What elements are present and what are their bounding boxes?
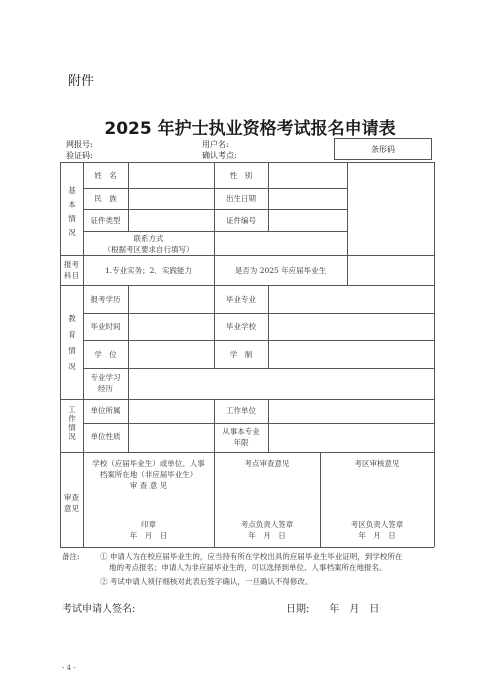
attachment-label: 附件 — [68, 74, 95, 89]
work-years-label: 从事本专业 年限 — [222, 427, 260, 447]
unit-affiliation-label: 单位所属 — [90, 406, 121, 415]
reg-no-label: 网报号: — [66, 140, 93, 149]
review-section-label: 审查 意见 — [64, 493, 79, 513]
district-review-title: 考区审核意见 — [354, 459, 400, 468]
form-title: 2025 年护士执业资格考试报名申请表 — [104, 119, 396, 139]
signature-date-label: 日期: 年 月 日 — [286, 604, 380, 615]
subject-value: 1.专业实务；2．实践能力 — [105, 266, 192, 275]
graduation-time-label: 毕业时间 — [90, 322, 121, 331]
applicant-signature-label: 考试申请人签名: — [62, 604, 136, 615]
birthdate-label: 出生日期 — [226, 194, 256, 203]
username-label: 用户名: — [202, 140, 229, 149]
school-unit-review: 学校（应届毕业生）或单位、人事 档案所在地（非应届毕业生） 审 查 意 见 — [92, 459, 205, 490]
site-signature: 考点负责人签章 年 月 日 — [240, 520, 294, 540]
barcode-label: 条形码 — [371, 144, 395, 154]
study-experience-label: 专业学习 经历 — [90, 373, 121, 393]
major-label: 毕业专业 — [226, 295, 256, 304]
school-label: 毕业学校 — [226, 322, 256, 331]
ethnicity-label: 民 族 — [94, 194, 117, 203]
education-level-label: 报考学历 — [90, 295, 121, 304]
note-1: ① 申请人为在校应届毕业生的，应当持有所在学校出具的应届毕业生毕业证明，到学校所在 地的考点报名；申请人为非应届毕业生的，可以选择到单位、人事档案所在地报名。 — [100, 552, 403, 572]
work-unit-label: 工作单位 — [226, 406, 256, 415]
study-years-label: 学 制 — [229, 350, 253, 359]
degree-label: 学 位 — [94, 350, 117, 359]
barcode-box — [334, 138, 432, 160]
verify-code-label: 验证码: — [66, 151, 93, 160]
gender-label: 性 别 — [229, 171, 253, 180]
basic-section-label: 基 本 情 况 — [68, 186, 76, 237]
name-label: 姓 名 — [94, 171, 117, 180]
id-number-label: 证件编号 — [226, 216, 256, 225]
contact-label: 联系方式 （根据考区要求自行填写） — [103, 234, 194, 254]
note-2: ② 考试申请人须仔细核对此表后签字确认，一旦确认不得修改。 — [100, 577, 313, 586]
subject-section-label: 报考 科目 — [64, 260, 79, 280]
site-review-title: 考点审查意见 — [244, 459, 290, 468]
school-unit-seal: 印章 年 月 日 — [129, 520, 168, 540]
page-number: - 4 - — [62, 664, 76, 672]
confirm-site-label: 确认考点: — [202, 151, 237, 160]
notes-label: 备注: — [62, 552, 80, 561]
work-section-label: 工 作 情 况 — [68, 405, 76, 441]
education-section-label: 教 育 情 况 — [68, 314, 76, 371]
unit-nature-label: 单位性质 — [90, 432, 121, 441]
fresh-graduate-label: 是否为 2025 年应届毕业生 — [234, 266, 327, 275]
district-signature: 考区负责人签章 年 月 日 — [350, 520, 404, 540]
id-type-label: 证件类型 — [90, 216, 121, 225]
